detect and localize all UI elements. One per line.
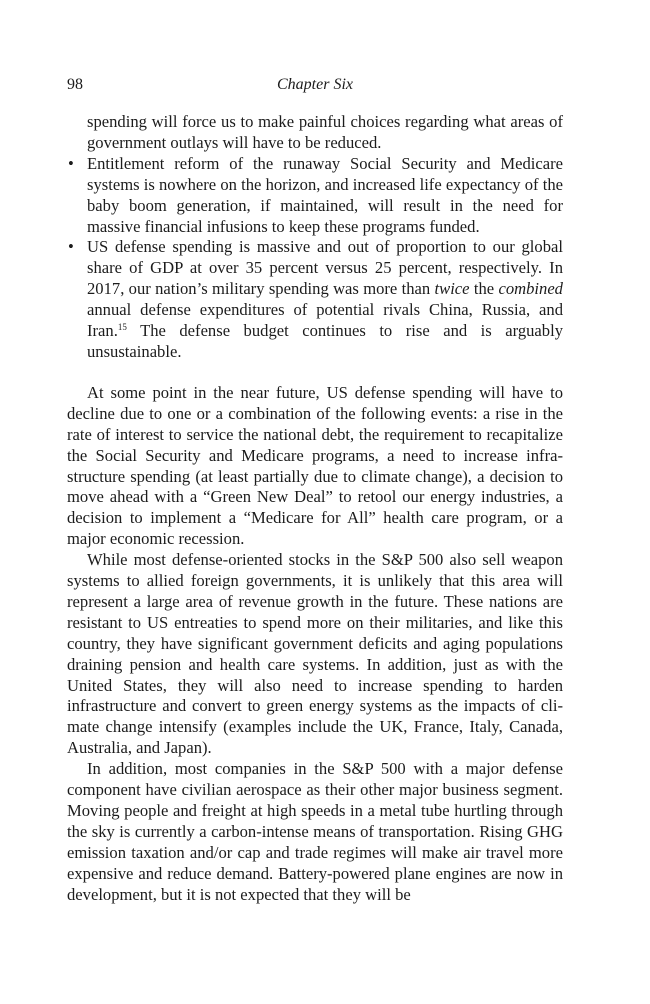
bullet-text-part: the: [469, 279, 499, 299]
section-gap: [67, 363, 563, 383]
footnote-reference: 15: [117, 322, 127, 333]
body-paragraph: In addition, most companies in the S&P 500 with a major defense component have civilian aerospace as their other major business segment. Moving people and freight at high speeds in a metal tube hurtling through the sky is currently a carbon-intense means of transportation. Rising GHG emission taxation and/or cap and trade regimes will make air travel more expensive and reduce demand. Battery-powered plane engines are now in development, but it is not expected that they will be: [67, 759, 563, 904]
page-body: [67, 112, 563, 906]
bullet-item: [67, 237, 563, 362]
body-paragraph: While most defense-oriented stocks in the S&P 500 also sell weapon systems to allied foreign governments, it is unlikely that this area will represent a large area of revenue growth in the future. These nations are resistant to US entreaties to spend more on their militaries, and like this country, they have significant government deficits and aging populations draining pension and health care systems. In addition, just as with the United States, they will also need to increase spending to harden infrastructure and convert to green energy systems as the impacts of climate change intensify (examples include the UK, France, Italy, Canada, Australia, and Japan).: [67, 550, 563, 758]
bullet-text-part: The defense budget continues to rise and is arguably unsustainable.: [87, 321, 563, 361]
emphasis-combined: combined: [498, 279, 563, 299]
emphasis-twice: twice: [434, 279, 470, 299]
bullet-text-part: annual defense expenditures of potential rivals China, Russia, and Iran.: [87, 300, 563, 341]
bullet-text: Entitlement reform of the runaway Social Security and Medicare systems is nowhere on the horizon, and increased life expectancy of the baby boom generation, if maintained, will result in the need for massive financial infusions to keep these programs funded.: [87, 153, 563, 236]
running-head: Chapter Six: [277, 76, 353, 93]
bullet-item: [67, 154, 563, 238]
continued-paragraph: spending will force us to make painful choices regarding what areas of government outlays will have to be reduced.: [87, 112, 563, 152]
page-number: 98: [67, 76, 83, 93]
bullet-text-part: US defense spending is massive and out of proportion to our global share of GDP at over 35 percent versus 25 percent, respectively. In 2017, our nation’s military spending was more than: [87, 237, 563, 299]
page-header: [67, 74, 563, 96]
body-paragraph: At some point in the near future, US defense spending will have to decline due to one or a combination of the following events: a rise in the rate of interest to service the national debt, the requirement to recapitalize the Social Security and Medicare programs, a need to increase infrastructure spending (at least partially due to climate change), a decision to move ahead with a “Green New Deal” to retool our energy industries, a decision to implement a “Medicare for All” health care program, or a major economic recession.: [67, 382, 563, 549]
bullet-marker: •: [68, 153, 74, 173]
bullet-marker: •: [68, 237, 74, 257]
